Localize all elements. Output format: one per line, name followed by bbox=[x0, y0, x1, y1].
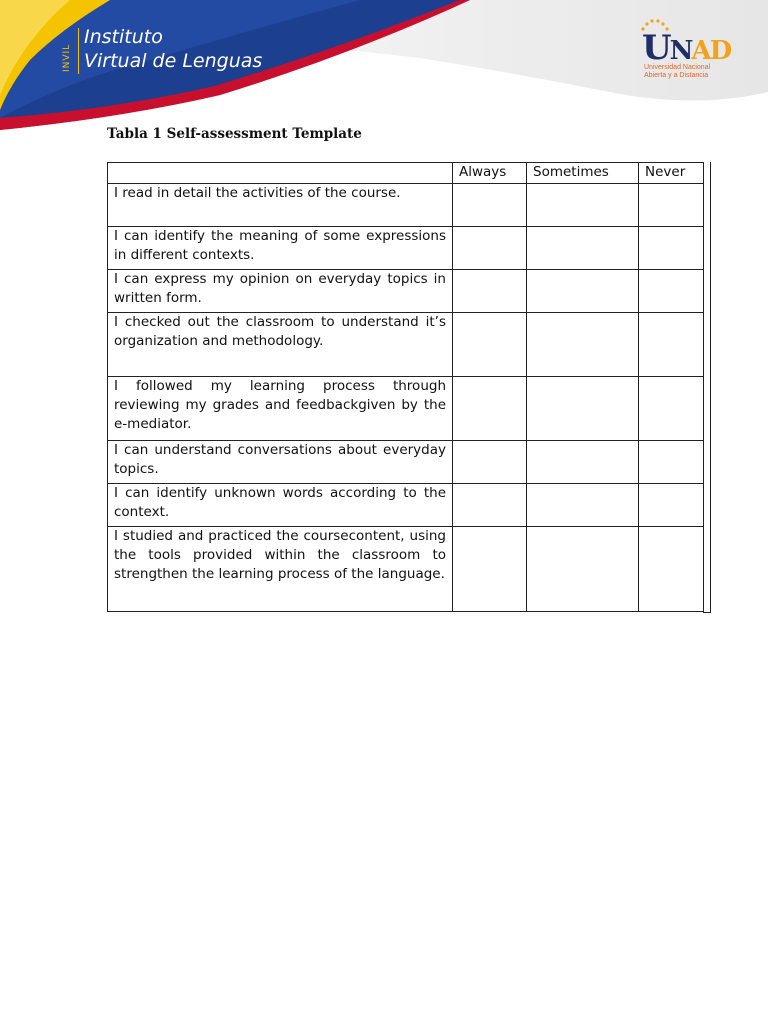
sometimes-cell[interactable] bbox=[527, 270, 639, 313]
always-cell[interactable] bbox=[453, 227, 527, 270]
sometimes-cell[interactable] bbox=[527, 313, 639, 377]
never-cell[interactable] bbox=[639, 527, 704, 612]
statement-cell: I studied and practiced the coursecontent, using the tools provided within the classroom to strengthen the learning process of the language. bbox=[108, 527, 453, 612]
page-header bbox=[0, 0, 768, 135]
logo-wordmark bbox=[642, 28, 730, 68]
never-cell[interactable] bbox=[639, 270, 704, 313]
never-cell[interactable] bbox=[639, 227, 704, 270]
statement-cell: I read in detail the activities of the course. bbox=[108, 184, 453, 227]
header-cell-sometimes: Sometimes bbox=[527, 163, 639, 184]
table-row bbox=[108, 270, 704, 313]
statement-cell: I can express my opinion on everyday topics in written form. bbox=[108, 270, 453, 313]
always-cell[interactable] bbox=[453, 484, 527, 527]
brand-divider bbox=[78, 28, 79, 74]
statement-cell: I followed my learning process through reviewing my grades and feedbackgiven by the e-mediator. bbox=[108, 377, 453, 441]
always-cell[interactable] bbox=[453, 270, 527, 313]
self-assessment-table bbox=[107, 162, 704, 612]
always-cell[interactable] bbox=[453, 184, 527, 227]
statement-cell: I can understand conversations about everyday topics. bbox=[108, 441, 453, 484]
brand-line-1: Instituto bbox=[84, 26, 163, 48]
sometimes-cell[interactable] bbox=[527, 441, 639, 484]
table-header-row bbox=[108, 163, 704, 184]
sometimes-cell[interactable] bbox=[527, 527, 639, 612]
table-row bbox=[108, 313, 704, 377]
statement-cell: I can identify unknown words according to the context. bbox=[108, 484, 453, 527]
table-row bbox=[108, 441, 704, 484]
invil-tag: INVIL bbox=[62, 43, 72, 72]
sometimes-cell[interactable] bbox=[527, 227, 639, 270]
never-cell[interactable] bbox=[639, 484, 704, 527]
unad-logo bbox=[640, 18, 730, 82]
always-cell[interactable] bbox=[453, 377, 527, 441]
never-cell[interactable] bbox=[639, 313, 704, 377]
logo-subtitle-1: Universidad Nacional bbox=[644, 64, 711, 71]
table-row bbox=[108, 484, 704, 527]
brand-line-2: Virtual de Lenguas bbox=[84, 50, 263, 72]
never-cell[interactable] bbox=[639, 441, 704, 484]
table-extra-column bbox=[703, 162, 711, 613]
always-cell[interactable] bbox=[453, 441, 527, 484]
header-cell-empty bbox=[108, 163, 453, 184]
header-cell-never: Never bbox=[639, 163, 704, 184]
statement-cell: I can identify the meaning of some expressions in different contexts. bbox=[108, 227, 453, 270]
table-row bbox=[108, 184, 704, 227]
table-title: Tabla 1 Self-assessment Template bbox=[107, 126, 362, 142]
logo-letters-ad: AD bbox=[691, 36, 731, 66]
always-cell[interactable] bbox=[453, 313, 527, 377]
table-row bbox=[108, 227, 704, 270]
never-cell[interactable] bbox=[639, 377, 704, 441]
logo-letter-u: U bbox=[642, 28, 670, 68]
header-cell-always: Always bbox=[453, 163, 527, 184]
table-row bbox=[108, 527, 704, 612]
logo-subtitle-2: Abierta y a Distancia bbox=[644, 72, 709, 79]
never-cell[interactable] bbox=[639, 184, 704, 227]
logo-letter-n: N bbox=[669, 36, 692, 66]
always-cell[interactable] bbox=[453, 527, 527, 612]
sometimes-cell[interactable] bbox=[527, 484, 639, 527]
sometimes-cell[interactable] bbox=[527, 184, 639, 227]
sometimes-cell[interactable] bbox=[527, 377, 639, 441]
table-row bbox=[108, 377, 704, 441]
statement-cell: I checked out the classroom to understand it’s organization and methodology. bbox=[108, 313, 453, 377]
